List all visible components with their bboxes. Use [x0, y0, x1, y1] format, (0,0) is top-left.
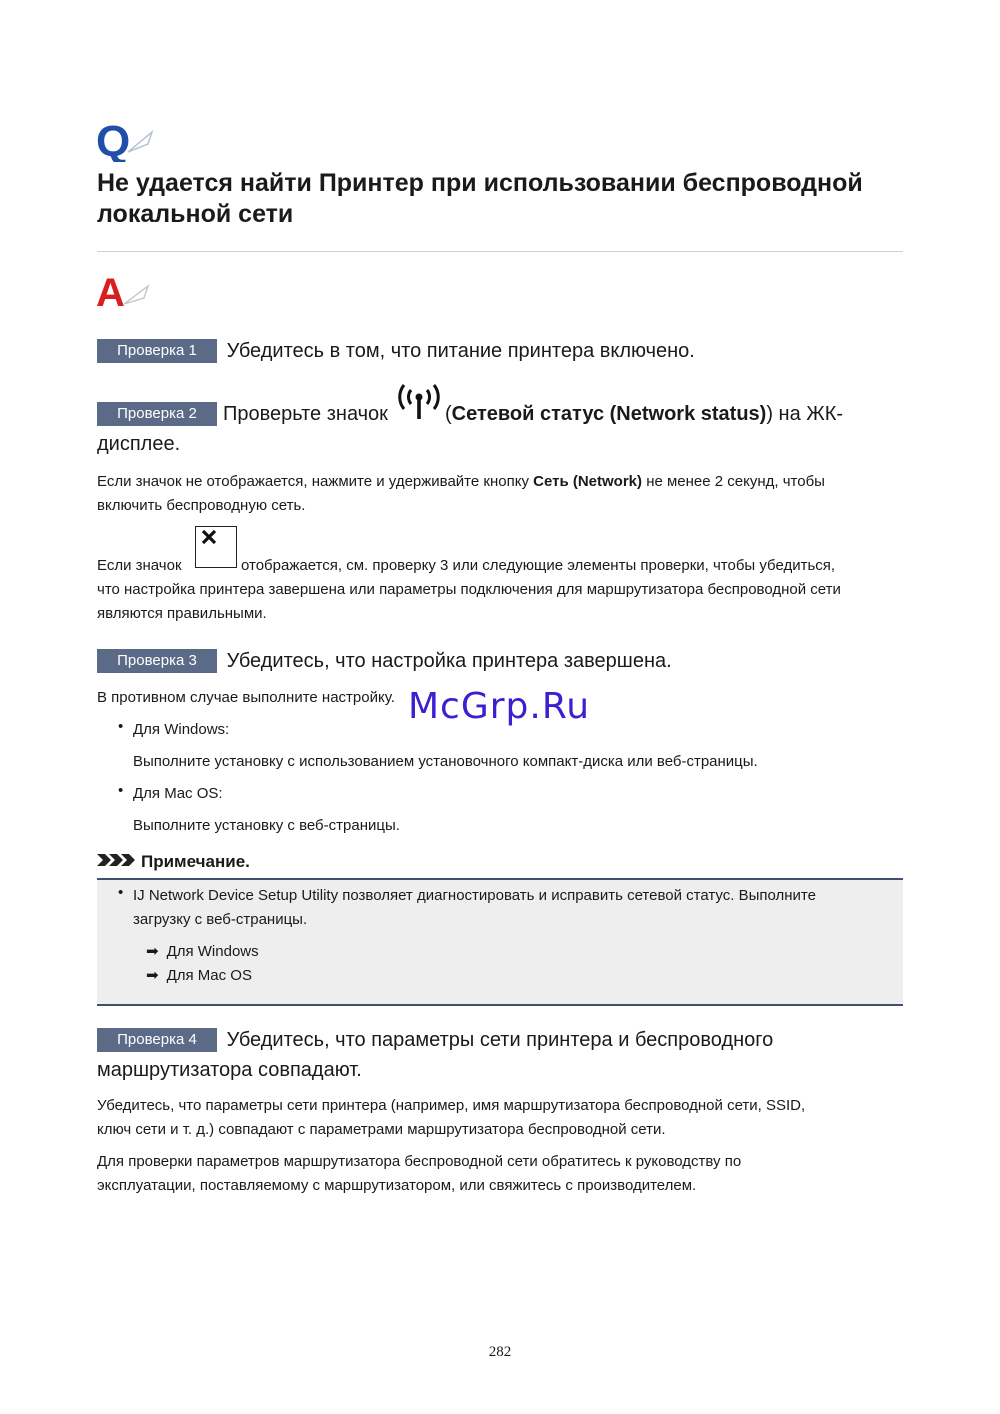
list-item-mac-detail: Выполните установку с веб-страницы.	[133, 817, 400, 834]
check-3-text: Убедитесь, что настройка принтера завершена.	[226, 649, 672, 672]
bullet-dot: •	[118, 782, 124, 799]
check-4-paragraph-1: Убедитесь, что параметры сети принтера (например, имя маршрутизатора беспроводной сети, SSID, ключ сети и т. д.) совпадают с параметрами маршрутизатора беспроводной сети.	[97, 1097, 806, 1138]
bullet-dot: •	[118, 884, 124, 901]
check-3-intro: В противном случае выполните настройку.	[97, 689, 395, 706]
bullet-dot: •	[118, 718, 124, 735]
question-logo-icon	[96, 118, 156, 162]
note-chevrons-icon	[97, 852, 137, 874]
check-3-label: Проверка 3	[97, 649, 217, 673]
link-windows[interactable]: ➡ Для Windows	[146, 943, 259, 960]
check-2-text-rest: (Сетевой статус (Network status)) на ЖК-	[445, 403, 844, 425]
network-button-label: Сеть (Network)	[533, 473, 643, 490]
check-2-label: Проверка 2	[97, 402, 217, 426]
note-heading: Примечание.	[97, 851, 250, 874]
check-2-paragraph-2: Если значок отображается, см. проверку 3 или следующие элементы проверки, чтобы убедиться, что настройка принтера завершена или параметры подключения для маршрутизатора беспроводной сети являются правильными.	[97, 526, 907, 626]
check-2-heading	[97, 383, 903, 459]
check-2-text-line2: дисплее.	[97, 433, 181, 455]
page-title: Не удается найти Принтер при использовании беспроводной локальной сети	[97, 169, 863, 228]
check-4-text-line1: Убедитесь, что параметры сети принтера и беспроводного	[226, 1028, 774, 1051]
link-mac-os[interactable]: ➡ Для Mac OS	[146, 967, 252, 984]
check-3-heading	[97, 645, 903, 676]
list-item-windows-detail: Выполните установку с использованием установочного компакт-диска или веб-страницы.	[133, 753, 758, 770]
svg-text:A: A	[96, 272, 125, 312]
arrow-right-icon: ➡	[146, 943, 159, 960]
check-2-text-before: Проверьте значок	[223, 403, 388, 425]
check-1-label: Проверка 1	[97, 339, 217, 363]
wireless-off-icon	[195, 526, 237, 568]
title-divider	[97, 251, 903, 252]
svg-text:Q: Q	[96, 118, 131, 162]
answer-logo-icon	[96, 272, 152, 312]
check-4-label: Проверка 4	[97, 1028, 217, 1052]
check-4-text-line2: маршрутизатора совпадают.	[97, 1058, 362, 1081]
arrow-right-icon: ➡	[146, 967, 159, 984]
page-number: 282	[488, 1344, 512, 1360]
check-1-text: Убедитесь в том, что питание принтера включено.	[226, 339, 695, 362]
check-4-heading	[97, 1024, 903, 1085]
check-1-heading	[97, 335, 903, 366]
network-status-icon	[395, 383, 443, 432]
note-text: IJ Network Device Setup Utility позволяет диагностировать и исправить сетевой статус. Выполните загрузку с веб-страницы.	[133, 887, 816, 928]
check-4-paragraph-2: Для проверки параметров маршрутизатора беспроводной сети обратитесь к руководству по эксплуатации, поставляемому с маршрутизатором, или свяжитесь с производителем.	[97, 1153, 742, 1194]
network-status-label: Сетевой статус (Network status)	[451, 403, 767, 425]
watermark: McGrp.Ru	[408, 686, 591, 727]
check-2-paragraph-1: Если значок не отображается, нажмите и удерживайте кнопку Сеть (Network) не менее 2 секунд, чтобы включить беспроводную сеть.	[97, 473, 825, 514]
list-item-mac-title: Для Mac OS:	[133, 785, 223, 802]
list-item-windows-title: Для Windows:	[133, 721, 230, 738]
